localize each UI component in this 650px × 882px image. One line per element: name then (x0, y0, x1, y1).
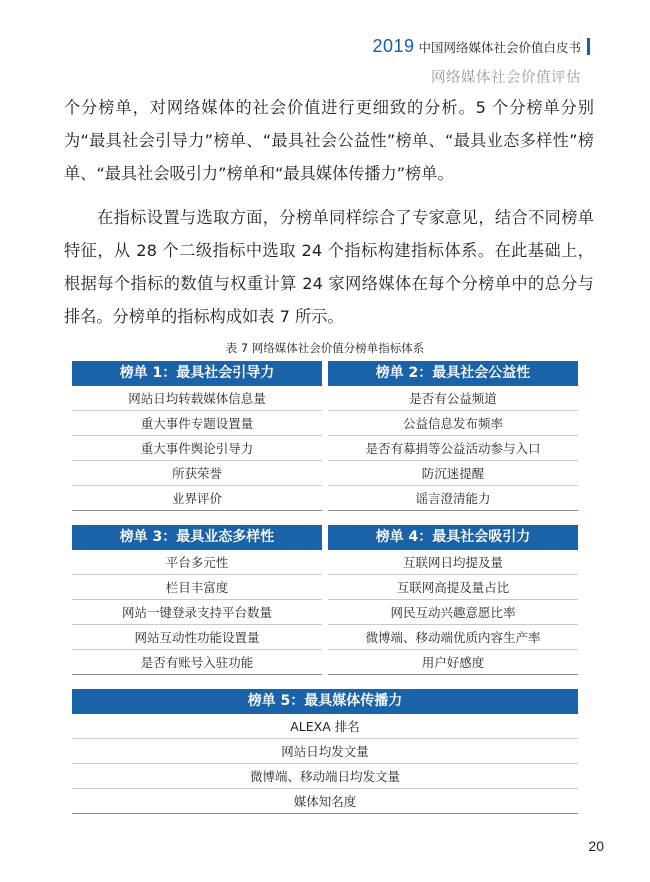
indicator-row: 所获荣誉 (72, 461, 322, 486)
indicator-row: 是否有公益频道 (328, 386, 578, 411)
indicator-row: 是否有账号入驻功能 (72, 650, 322, 675)
body-paragraph: 在指标设置与选取方面，分榜单同样综合了专家意见，结合不同榜单特征，从 28 个二级指标中选取 24 个指标构建指标体系。在此基础上，根据每个指标的数值与权重计算 24 家网络媒体在每个分榜单中的总分与排名。分榜单的指标构成如表 7 所示。 (64, 208, 594, 326)
indicator-row: 微博端、移动端优质内容生产率 (328, 625, 578, 650)
section-header: 榜单 1：最具社会引导力 (72, 361, 322, 386)
indicator-row: 微博端、移动端日均发文量 (72, 764, 578, 789)
indicator-row: 网站日均发文量 (72, 739, 578, 764)
indicator-row: 媒体知名度 (72, 789, 578, 814)
indicator-row: 业界评价 (72, 486, 322, 511)
indicator-row: 网民互动兴趣意愿比率 (328, 600, 578, 625)
header-title-line (372, 36, 590, 57)
table-caption: 表 7 网络媒体社会价值分榜单指标体系 (225, 341, 425, 355)
indicator-row: ALEXA 排名 (72, 714, 578, 739)
indicator-row: 网站一键登录支持平台数量 (72, 600, 322, 625)
indicator-row: 网站日均转载媒体信息量 (72, 386, 322, 411)
ranking-section-5 (72, 689, 578, 814)
header-subtitle: 网络媒体社会价值评估 (431, 70, 581, 86)
indicator-row: 用户好感度 (328, 650, 578, 675)
indicator-row: 谣言澄清能力 (328, 486, 578, 511)
ranking-section-4 (328, 525, 578, 675)
indicator-row: 互联网高提及量占比 (328, 575, 578, 600)
indicator-row: 互联网日均提及量 (328, 550, 578, 575)
indicator-row: 平台多元性 (72, 550, 322, 575)
section-header: 榜单 2：最具社会公益性 (328, 361, 578, 386)
body-paragraph: 个分榜单，对网络媒体的社会价值进行更细致的分析。5 个分榜单分别为“最具社会引导力”榜单、“最具社会公益性”榜单、“最具业态多样性”榜单、“最具社会吸引力”榜单和“最具媒体传播力”榜单。 (64, 98, 594, 183)
header-accent-bar (587, 38, 590, 55)
section-header: 榜单 3：最具业态多样性 (72, 525, 322, 550)
page-header (372, 36, 590, 87)
indicator-row: 重大事件专题设置量 (72, 411, 322, 436)
indicator-row: 栏目丰富度 (72, 575, 322, 600)
header-year: 2019 (372, 36, 415, 56)
section-header: 榜单 4：最具社会吸引力 (328, 525, 578, 550)
indicator-row: 是否有募捐等公益活动参与入口 (328, 436, 578, 461)
indicator-row: 防沉迷提醒 (328, 461, 578, 486)
ranking-section-2 (328, 361, 578, 511)
header-title: 中国网络媒体社会价值白皮书 (418, 39, 581, 55)
ranking-section-1 (72, 361, 322, 511)
ranking-section-3 (72, 525, 322, 675)
indicator-row: 网站互动性功能设置量 (72, 625, 322, 650)
page-number: 20 (588, 838, 604, 854)
indicator-row: 公益信息发布频率 (328, 411, 578, 436)
indicator-row: 重大事件舆论引导力 (72, 436, 322, 461)
section-header: 榜单 5：最具媒体传播力 (72, 689, 578, 714)
